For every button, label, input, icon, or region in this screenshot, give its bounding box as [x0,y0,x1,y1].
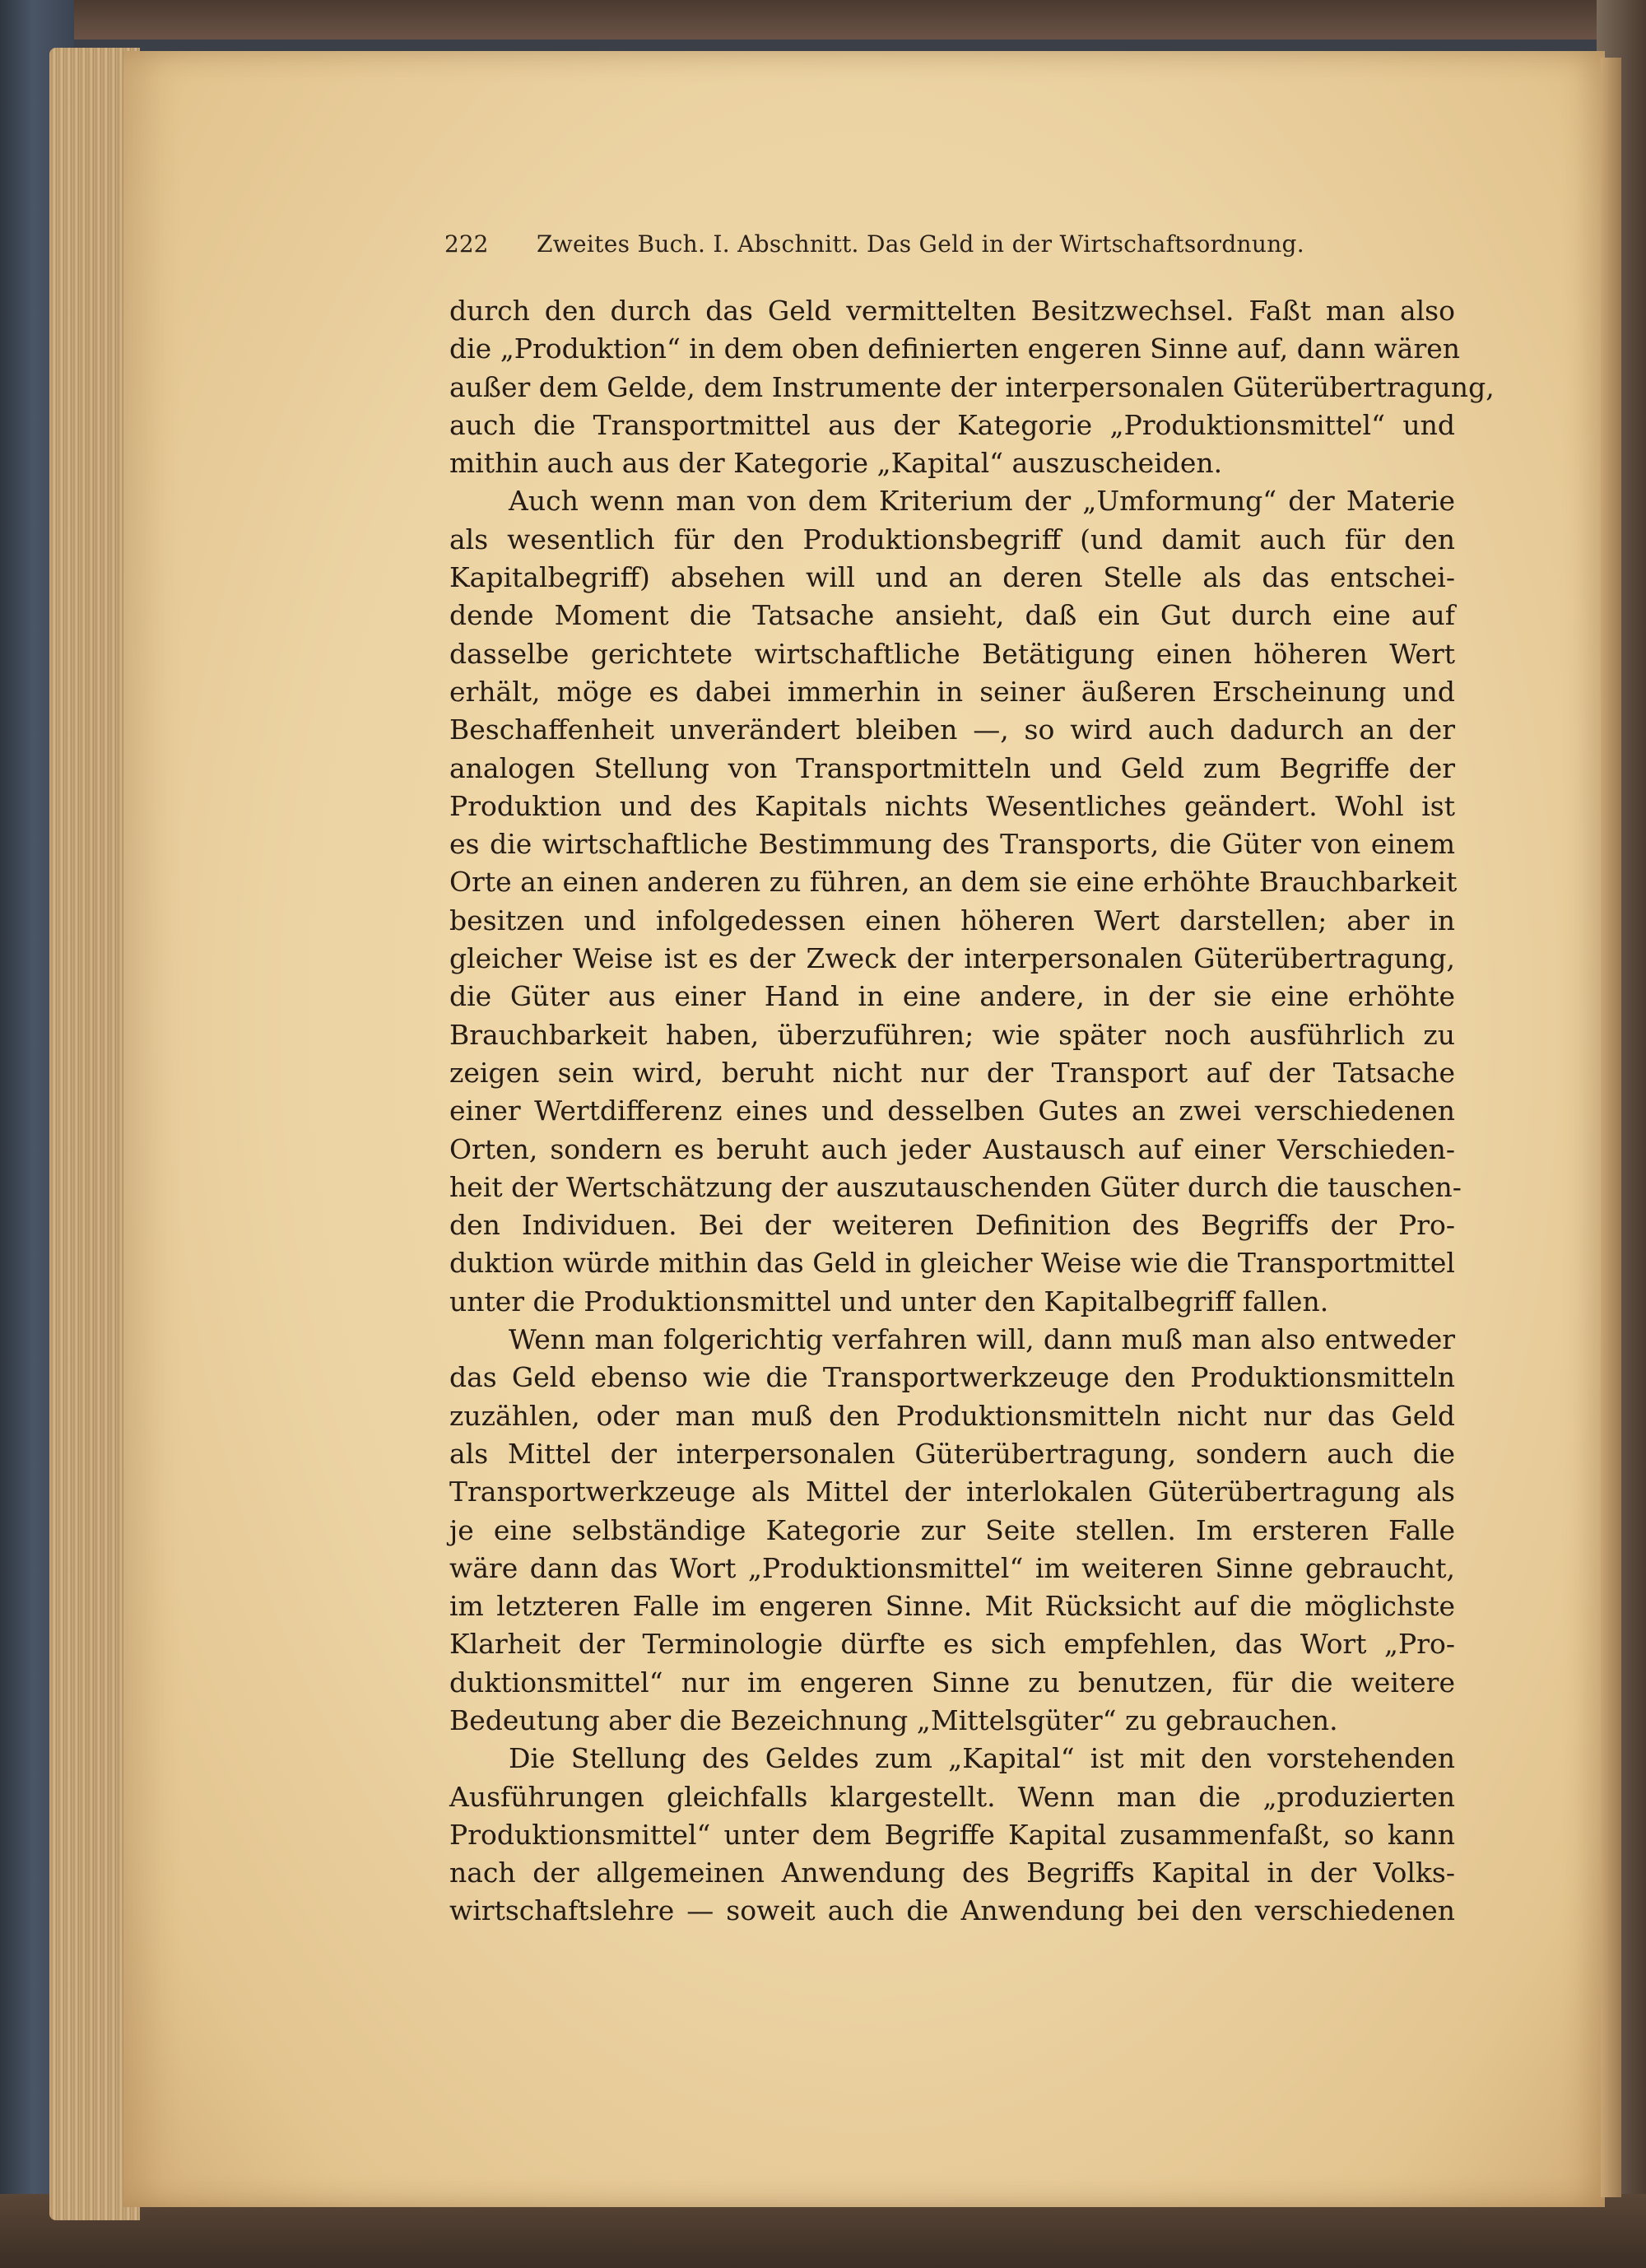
text-line: es die wirtschaftliche Bestimmung des Transports, die Güter von einem [449,828,1455,861]
text-line: nach der allgemeinen Anwendung des Begriffs Kapital in der Volks- [449,1857,1455,1889]
text-line: zuzählen, oder man muß den Produktionsmitteln nicht nur das Geld [449,1399,1455,1432]
text-line: besitzen und infolgedessen einen höheren Wert darstellen; aber in [449,904,1455,936]
text-line: Wenn man folgerichtig verfahren will, dann muß man also entweder [509,1323,1455,1356]
text-line: das Geld ebenso wie die Transportwerkzeuge den Produktionsmitteln [449,1361,1455,1394]
text-line: dende Moment die Tatsache ansieht, daß ein Gut durch eine auf [449,599,1455,632]
text-line: je eine selbständige Kategorie zur Seite stellen. Im ersteren Falle [449,1513,1455,1546]
text-line: duktionsmittel“ nur im engeren Sinne zu benutzen, für die weitere [449,1666,1455,1699]
text-line: unter die Produktionsmittel und unter den Kapitalbegriff fallen. [449,1285,1329,1318]
text-line: Die Stellung des Geldes zum „Kapital“ ist mit den vorstehenden [509,1742,1455,1775]
text-line: den Individuen. Bei der weiteren Definition des Begriffs der Pro- [449,1209,1455,1242]
page-right-edge [1601,58,1621,2197]
text-line: Orten, sondern es beruht auch jeder Austausch auf einer Verschieden- [449,1132,1455,1165]
text-line: Produktionsmittel“ unter dem Begriffe Kapital zusammenfaßt, so kann [449,1818,1455,1851]
text-line: Transportwerkzeuge als Mittel der interlokalen Güterübertragung als [449,1476,1455,1508]
text-line: gleicher Weise ist es der Zweck der interpersonalen Güterübertragung, [449,942,1455,975]
text-line: wirtschaftslehre — soweit auch die Anwendung bei den verschiedenen [449,1894,1455,1927]
text-line: Bedeutung aber die Bezeichnung „Mittelsgüter“ zu gebrauchen. [449,1703,1338,1736]
text-line: die Güter aus einer Hand in eine andere, in der sie eine erhöhte [449,980,1455,1013]
page-number: 222 [444,230,489,258]
text-line: duktion würde mithin das Geld in gleicher Weise wie die Transportmittel [449,1247,1455,1280]
text-line: im letzteren Falle im engeren Sinne. Mit Rücksicht auf die möglichste [449,1590,1455,1623]
text-line: zeigen sein wird, beruht nicht nur der Transport auf der Tatsache [449,1056,1455,1089]
text-line: auch die Transportmittel aus der Kategorie „Produktionsmittel“ und [449,408,1455,441]
running-title: Zweites Buch. I. Abschnitt. Das Geld in der Wirtschaftsordnung. [537,230,1304,258]
text-line: erhält, möge es dabei immerhin in seiner äußeren Erscheinung und [449,675,1455,708]
text-line: mithin auch aus der Kategorie „Kapital“ auszuscheiden. [449,447,1223,480]
text-line: Brauchbarkeit haben, überzuführen; wie später noch ausführlich zu [449,1018,1455,1051]
text-line: dasselbe gerichtete wirtschaftliche Betätigung einen höheren Wert [449,637,1455,670]
text-line: als Mittel der interpersonalen Güterübertragung, sondern auch die [449,1437,1455,1470]
text-line: einer Wertdifferenz eines und desselben Gutes an zwei verschiedenen [449,1094,1455,1127]
text-line: Produktion und des Kapitals nichts Wesentliches geändert. Wohl ist [449,789,1455,822]
text-line: außer dem Gelde, dem Instrumente der interpersonalen Güterübertragung, [449,370,1495,403]
text-line: analogen Stellung von Transportmitteln und Geld zum Begriffe der [449,751,1455,784]
text-line: als wesentlich für den Produktionsbegriff (und damit auch für den [449,523,1455,555]
text-line: die „Produktion“ in dem oben definierten engeren Sinne auf, dann wären [449,332,1461,365]
text-line: Ausführungen gleichfalls klargestellt. Wenn man die „produzierten [449,1780,1455,1813]
text-line: heit der Wertschätzung der auszutauschenden Güter durch die tauschen- [449,1170,1462,1203]
text-line: Beschaffenheit unverändert bleiben —, so wird auch dadurch an der [449,713,1455,746]
body-text [449,292,1495,1931]
text-line: wäre dann das Wort „Produktionsmittel“ im weiteren Sinne gebraucht, [449,1551,1455,1584]
text-line: Orte an einen anderen zu führen, an dem sie eine erhöhte Brauchbarkeit [449,866,1458,899]
book-cover-top [0,0,1646,40]
text-line: durch den durch das Geld vermittelten Besitzwechsel. Faßt man also [449,295,1455,327]
text-line: Kapitalbegriff) absehen will und an deren Stelle als das entschei- [449,561,1455,594]
text-line: Klarheit der Terminologie dürfte es sich empfehlen, das Wort „Pro- [449,1628,1455,1661]
running-header [444,230,1374,272]
text-line: Auch wenn man von dem Kriterium der „Umformung“ der Materie [509,485,1455,518]
